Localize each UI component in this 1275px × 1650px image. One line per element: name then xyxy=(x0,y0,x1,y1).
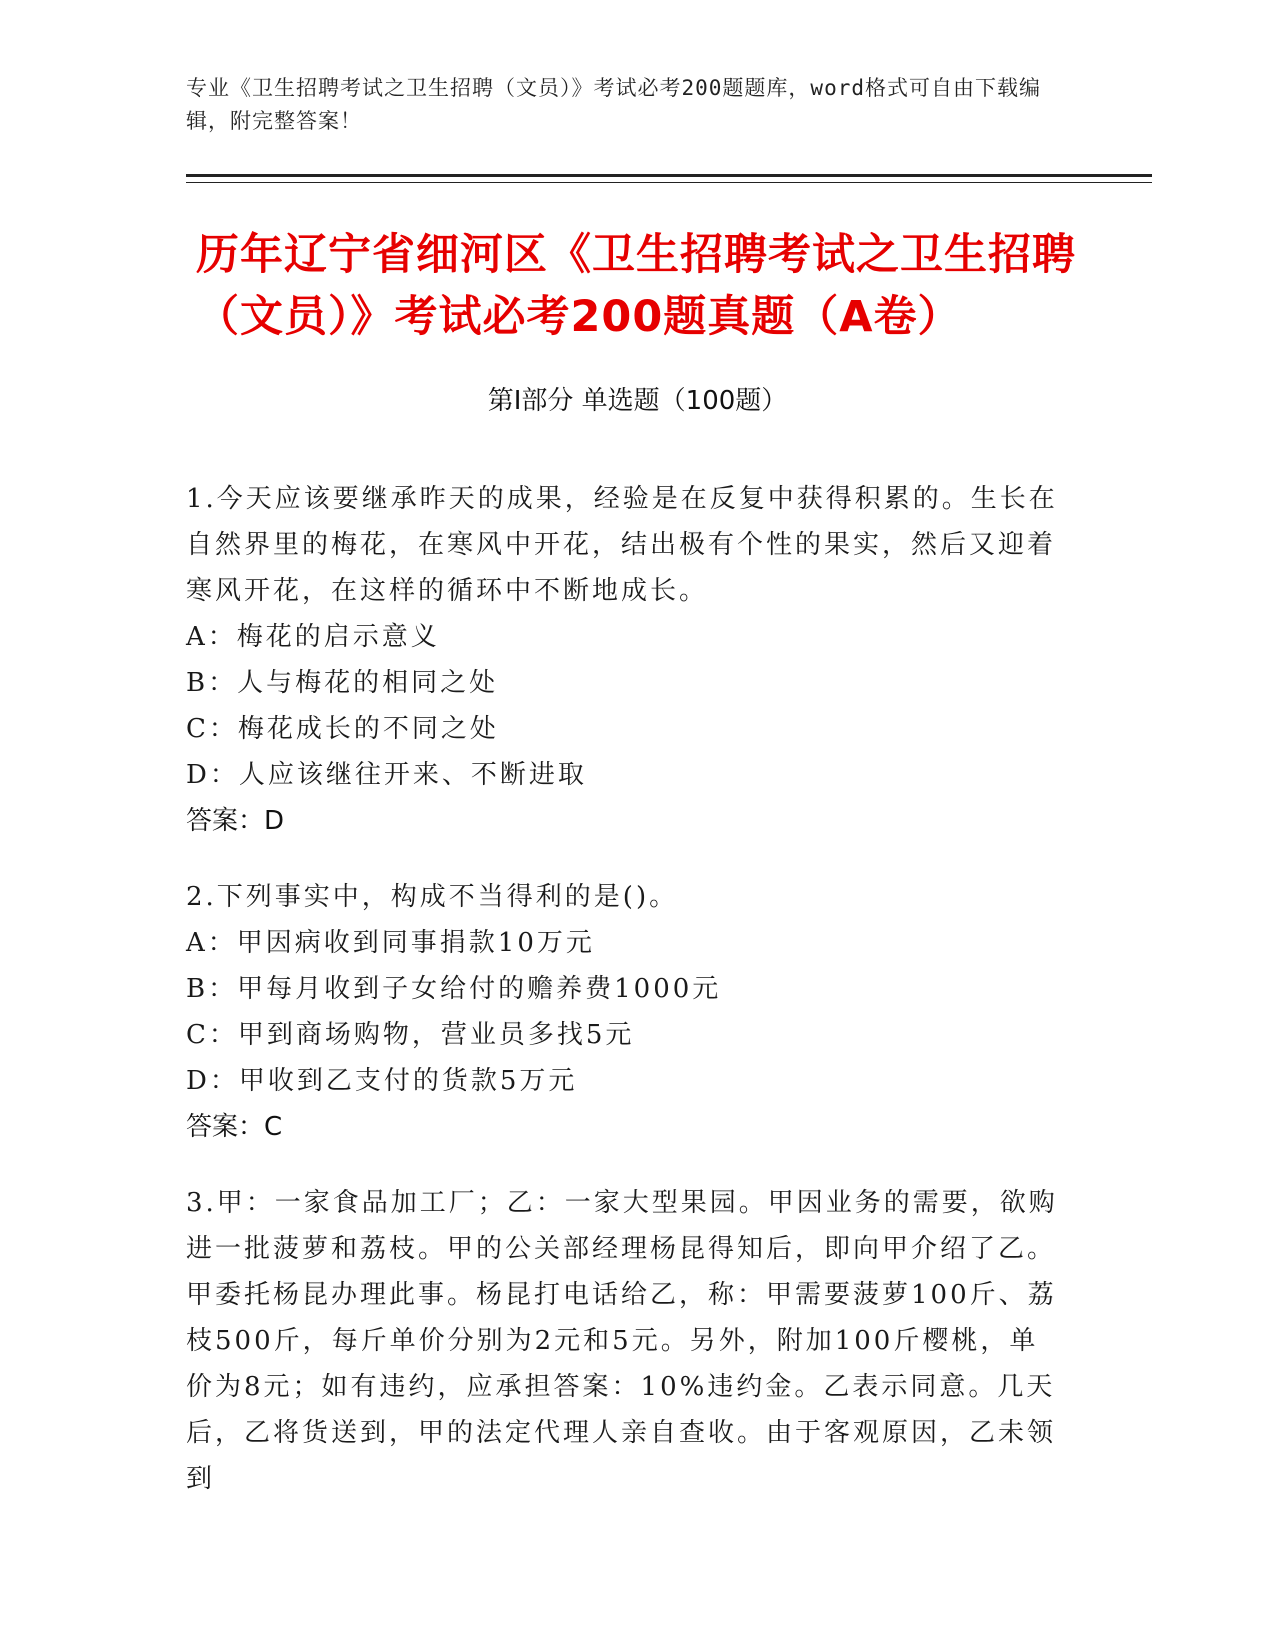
header-divider-thin xyxy=(186,182,1152,183)
header-note: 专业《卫生招聘考试之卫生招聘（文员）》考试必考200题题库，word格式可自由下载编辑，附完整答案！ xyxy=(186,76,1041,133)
option-c: C：甲到商场购物，营业员多找5元 xyxy=(186,1020,635,1050)
section-title: 第Ⅰ部分 单选题（100题） xyxy=(487,386,788,416)
option-d: D：人应该继往开来、不断进取 xyxy=(186,760,587,790)
option-c: C：梅花成长的不同之处 xyxy=(186,714,499,744)
question-1 xyxy=(186,476,1066,844)
answer: 答案：D xyxy=(186,806,285,836)
question-list xyxy=(186,476,1066,1532)
option-d: D：甲收到乙支付的货款5万元 xyxy=(186,1066,578,1096)
option-a: A：梅花的启示意义 xyxy=(186,622,440,652)
option-a: A：甲因病收到同事捐款10万元 xyxy=(186,928,595,958)
question-3 xyxy=(186,1180,1066,1502)
question-text: 3.甲：一家食品加工厂；乙：一家大型果园。甲因业务的需要，欲购进一批菠萝和荔枝。甲的公关部经理杨昆得知后，即向甲介绍了乙。甲委托杨昆办理此事。杨昆打电话给乙，称：甲需要菠萝100斤、荔枝500斤，每斤单价分别为2元和5元。另外，附加100斤樱桃，单价为8元；如有违约，应承担答案：10%违约金。乙表示同意。几天后，乙将货送到，甲的法定代理人亲自查收。由于客观原因，乙未领到 xyxy=(186,1188,1058,1494)
option-b: B：人与梅花的相同之处 xyxy=(186,668,499,698)
answer: 答案：C xyxy=(186,1112,283,1142)
question-text: 1.今天应该要继承昨天的成果，经验是在反复中获得积累的。生长在自然界里的梅花，在寒风中开花，结出极有个性的果实，然后又迎着寒风开花，在这样的循环中不断地成长。 xyxy=(186,484,1058,606)
option-b: B：甲每月收到子女给付的赡养费1000元 xyxy=(186,974,722,1004)
header-divider-thick xyxy=(186,174,1152,177)
document-title: 历年辽宁省细河区《卫生招聘考试之卫生招聘（文员）》考试必考200题真题（A卷） xyxy=(196,230,1076,342)
question-text: 2.下列事实中，构成不当得利的是()。 xyxy=(186,882,679,912)
question-2 xyxy=(186,874,1066,1150)
